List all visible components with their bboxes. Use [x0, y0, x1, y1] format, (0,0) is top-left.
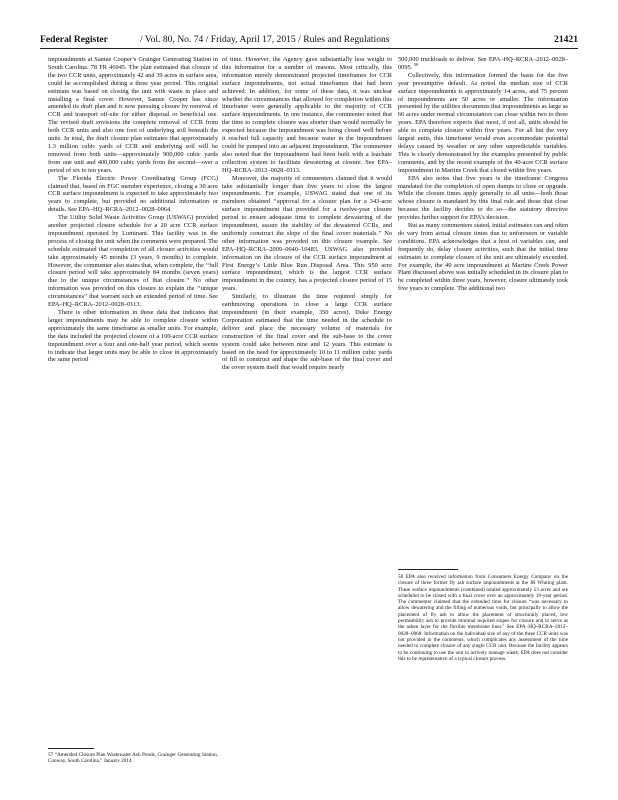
footnote-rule [398, 569, 458, 570]
issue-info: / Vol. 80, No. 74 / Friday, April 17, 2015 / Rules and Regulations [140, 34, 390, 45]
footnote-rule [48, 748, 94, 749]
paragraph: But as many commenters stated, initial estimates can and often do vary from actual closure times due to unforeseen or variable conditions. EPA acknowledges that a host of variables can, and frequently do, delay closure activities, such that the initial time estimates to complete closure of the unit are ultimately exceeded. For example, the 40 acre impoundment at Martins Creek Power Plant discussed above was initially scheduled in its closure plan to be completed within three years, however, closure ultimately took five years to complete. The additional two [398, 222, 568, 293]
journal-name: Federal Register [40, 34, 108, 45]
page-header [40, 34, 578, 48]
page-number: 21421 [554, 34, 578, 45]
paragraph-text: 500,000 truckloads to deliver. See EPA–HQ–RCRA–2012–0028–0095. [398, 56, 568, 71]
footnote-58: 58 EPA also received information from Consumers Energy Company on the closure of three former fly ash surface impoundments at the JR Whiting plant. These surface impoundments (combined) totaled approximately 53 acres and are scheduled to be closed with a final cover over an approximately 10-year period. The commenter claimed that the extended time for closure “was necessary to allow dewatering and the filling of numerous voids, but principally to allow the placement of fly ash to allow the placement of structurally placed, low permeability ash to provide minimal required slopes for closure and to serve as the ashen layer for the flexible membrane liner.” See EPA–HQ–RCRA–2012–0028–0068. Information on the individual size of any of the three CCR units was not provided in the comments, which complicates any assessment of the time needed to complete closure of any single CCR unit. Because the facility appears to be continuing to use the unit to actively manage waste, EPA does not consider this to be representative of a typical closure process. [398, 574, 568, 662]
paragraph: The Florida Electric Power Coordinating Group (FCG) claimed that, based on FGC member experience, closing a 30 acre CCR surface impoundment is expected to take approximately two years to complete, but provided no additional information or details. See EPA–HQ–RCRA–2012–0028–0064. [48, 174, 218, 214]
paragraph: of time. However, the Agency gave substantially less weight to this information for a number of reasons. Most critically, this information merely demonstrated projected timeframes for CCR surface impoundments, not actual timeframes that had been achieved. In addition, for some of these data, it was unclear whether the circumstances that allowed for completion within this timeframe were generally applicable to the majority of CCR surface impoundments. In one instance, the commenter noted that the time to complete closure was shorter than would normally be expected because the impoundment was being closed well before it reached full capacity and because water in the impoundment could be pumped into an adjacent impoundment. The commenter also noted that the impoundment had been built with a leachate collection system to facilitate dewatering at closure. See EPA–HQ–RCRA–2012–0028–0113. [222, 56, 392, 174]
paragraph: Collectively, this information formed the basis for the five year presumptive default. As noted the median size of CCR surface impoundments is approximately 14 acres, and 75 percent of impoundments are 50 acres or smaller. The information presented by the utilities documents that impoundments as large as 66 acres under normal circumstances can close within two to three years. EPA therefore expects that most, if not all, units should be able to complete closure within five years. For all but the very largest units, this timeframe would even accommodate potential delays caused by weather or any other unpredictable variables. This is clearly demonstrated by the examples presented by public comments, and by the recent example of the 40-acre CCR surface impoundment in Martins Creek that closed within five years. [398, 71, 568, 174]
paragraph: EPA also notes that five years is the timeframe Congress mandated for the completion of open dumps to close or upgrade. While the closure times apply generally to all units—both those whose closure is mandated by this final rule and those that close because the facility decides to do so—the statutory directive provides further support for EPA’s decision. [398, 174, 568, 222]
paragraph: The Utility Solid Waste Activities Group (USWAG) provided another projected closure schedule for a 20 acre CCR surface impoundment operated by Luminant. This facility was in the process of closing the unit when the comments were prepared. The schedule estimated that completion of all closure activities would take approximately 45 months (3 years, 9 months) to complete. However, the commenter also states that, when complete, the ‘‘full closure period will take approximately 84 months (seven years) due to the unique circumstances of that closure.’’ No other information was provided on this closure to explain the ‘‘unique circumstances’’ that warrant such an extended period of time. See EPA–HQ–RCRA–2012–0028–0113. [48, 214, 218, 309]
header-rule [40, 48, 578, 49]
paragraph: There is other information in these data that indicates that larger impoundments may be able to complete closure within approximately the same timeframe as smaller units. For example, the data included the projected closure of a 100-acre CCR surface impoundment over a four and one-half year period, which seems to indicate that larger units may be able to close in approximately the same period [48, 309, 218, 364]
text-column-3 [398, 56, 568, 560]
footnote-57: 57 “Amended Closure Plan Wastewater Ash Ponds, Grainger Generating Station, Conway, South Carolina,” January 2014. [48, 752, 218, 765]
paragraph: impoundments at Santee Cooper’s Grainger Generating Station in South Carolina. 78 FR 46945. The plan estimated that closure of the two CCR units, approximately 42 and 39 acres in surface area, could be accomplished during a three year period. This original estimate was based on closing the unit with waste in place and installing a final cover. However, Santee Cooper has since amended its draft plan and is now pursuing closure by removal of CCR and transport off-site for either disposal or beneficial use. The revised draft envisions the complete removal of CCR from both CCR units and also one foot of underlying soil beneath the units. In total, the draft closure plan estimates that approximately 1.3 million cubic yards of CCR and underlying soil will be removed from both units—approximately 900,000 cubic yards from one unit and 400,000 cubic yards from the second—over a period of six to ten years. [48, 56, 218, 174]
footnote-marker: 58 [413, 61, 419, 67]
paragraph: Similarly, to illustrate the time required simply for earthmoving operations to close a large CCR surface impoundment (in their example, 350 acres), Duke Energy Corporation estimated that the time needed in the schedule to deliver and place the necessary volume of materials for construction of the final cover and the sub-base to the cover system could take between nine and 12 years. This estimate is based on the need for approximately 10 to 11 million cubic yards of fill to construct and shape the sub-base of the final cover and the cover system itself that would require nearly [222, 293, 392, 372]
paragraph [398, 56, 568, 72]
text-column-2 [222, 56, 392, 756]
paragraph: Moreover, the majority of commenters claimed that it would take substantially longer than five years to close the largest impoundments. For example, USWAG stated that one of its members obtained ‘‘approval for a closure plan for a 343-acre surface impoundment that provided for a twelve-year closure period to ensure adequate time to complete dewatering of the impoundment, assure the stability of the dewatered CCRs, and uniformly construct the slope of the final cover materials.’’ No other information was provided on this closure example. See EPA–HQ–RCRA–2009–0640–10483. USWAG also provided information on the closure of the CCR surface impoundment at First Energy’s Little Blue Run Disposal Area. This 950 acre surface impoundment, which is the largest CCR surface impoundment in the country, has a projected closure period of 15 years. [222, 174, 392, 293]
text-column-1 [48, 56, 218, 756]
